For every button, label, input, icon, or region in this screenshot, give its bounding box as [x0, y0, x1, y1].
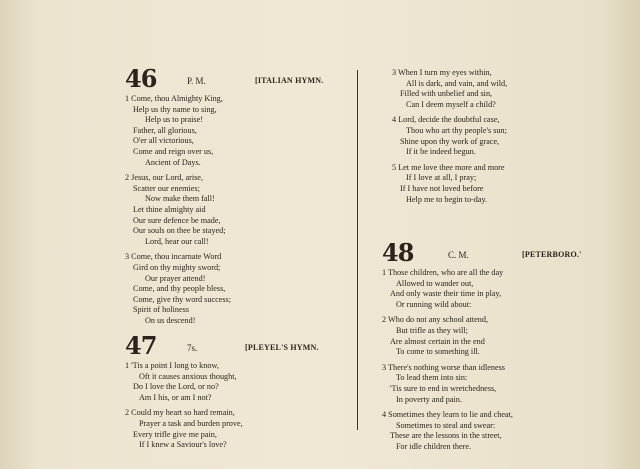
verse-line: If I have not loved before	[400, 183, 484, 193]
verse-line: Help me to begin to-day.	[406, 194, 488, 204]
verse-line: 4 Sometimes they learn to lie and cheat,	[382, 410, 513, 420]
stanza	[392, 115, 602, 157]
verse-line: Now make them fall!	[145, 194, 215, 204]
verse-line: And only waste their time in play,	[390, 289, 502, 299]
verse-line: Am I his, or am I not?	[139, 392, 212, 402]
verse-line: Our sure defence be made,	[133, 215, 221, 225]
verse-line: Sometimes to steal and swear:	[396, 420, 496, 430]
verse-line: Our souls on thee be stayed;	[133, 226, 226, 236]
verse-line: On us descend!	[145, 315, 196, 325]
verse-line: Come, give thy word success;	[133, 294, 232, 304]
verse-line: Do I love the Lord, or no?	[133, 382, 219, 392]
verse-line: Can I deem myself a child?	[406, 99, 496, 109]
verse-line: Ancient of Days.	[145, 157, 201, 167]
hymn-47	[125, 333, 350, 456]
verse-line: Allowed to wander out,	[396, 278, 474, 288]
hymn-number: 46	[125, 64, 157, 93]
verse-line: Come, and thy people bless,	[133, 284, 226, 294]
verse-line: Gird on thy mighty sword;	[133, 262, 221, 272]
verse-line: Every trifle give me pain,	[133, 429, 217, 439]
verse-line: 4 Lord, decide the doubtful case,	[392, 115, 500, 125]
verse-line: Come and reign over us,	[133, 146, 214, 156]
verse-line: Let thine almighty aid	[133, 204, 206, 214]
verse-line: If it be indeed begun.	[406, 147, 476, 157]
verse-line: In poverty and pain.	[396, 394, 462, 404]
tune-name: [PETERBORO.'	[522, 250, 582, 259]
verse-line: All is dark, and vain, and wild,	[406, 78, 508, 88]
stanza	[382, 268, 607, 310]
hymn-meter: P. M.	[187, 76, 206, 86]
stanza	[125, 94, 350, 168]
verse-line: Help us thy name to sing,	[133, 104, 217, 114]
hymn-46	[125, 66, 350, 331]
verse-line: 2 Could my heart so hard remain,	[125, 408, 235, 418]
stanza	[125, 252, 350, 326]
stanza	[125, 361, 350, 403]
verse-line: Filled with unbelief and sin,	[400, 89, 493, 99]
verse-line: Our prayer attend!	[145, 273, 206, 283]
verse-line: Lord, hear our call!	[145, 236, 209, 246]
tune-name: [PLEYEL'S HYMN.	[245, 343, 319, 352]
hymn-header	[125, 333, 350, 361]
verse-line: Are almost certain in the end	[390, 336, 485, 346]
stanza	[392, 163, 602, 205]
verse-line: These are the lessons in the street,	[390, 431, 502, 441]
hymn-header	[125, 66, 350, 94]
verse-line: To lead them into sin:	[396, 373, 468, 383]
verse-line: 3 When I turn my eyes within,	[392, 68, 492, 77]
tune-name: [ITALIAN HYMN.	[255, 76, 324, 85]
verse-line: 2 Jesus, our Lord, arise,	[125, 173, 203, 183]
verse-line: If I knew a Saviour's love?	[139, 440, 227, 450]
hymn-meter: 7s.	[187, 343, 198, 353]
stanza	[382, 315, 607, 357]
stanza	[382, 410, 607, 452]
verse-line: Father, all glorious,	[133, 125, 197, 135]
verse-line: O'er all victorious,	[133, 136, 194, 146]
verse-line: 1 Come, thou Almighty King,	[125, 94, 223, 103]
hymn-meter: C. M.	[448, 250, 469, 260]
verse-line: To come to something ill.	[396, 347, 480, 357]
verse-line: Scatter our enemies;	[133, 183, 200, 193]
verse-line: 1 'Tis a point I long to know,	[125, 361, 219, 370]
verse-line: 3 There's nothing worse than idleness	[382, 362, 505, 372]
stanza	[125, 173, 350, 247]
verse-line: 1 Those children, who are all the day	[382, 268, 504, 277]
hymn-48	[382, 240, 607, 458]
hymn-number: 48	[382, 238, 414, 267]
stanza	[392, 68, 602, 110]
verse-line: 3 Come, thou incarnate Word	[125, 252, 222, 262]
hymn-header	[382, 240, 607, 268]
verse-line: But trifle as they will;	[396, 325, 468, 335]
verse-line: If I love at all, I pray;	[406, 173, 477, 183]
verse-line: Help us to praise!	[145, 115, 203, 125]
verse-line: Prayer a task and burden prove,	[139, 418, 243, 428]
verse-line: Thou who art thy people's sun;	[406, 125, 507, 135]
verse-line: For idle children there.	[396, 441, 472, 451]
verse-line: Spirit of holiness	[133, 305, 189, 315]
verse-line: 2 Who do not any school attend,	[382, 315, 489, 325]
hymn-number: 47	[125, 331, 157, 360]
column-divider	[357, 70, 358, 430]
verse-line: Or running wild about:	[396, 299, 472, 309]
verse-line: 5 Let me love thee more and more	[392, 162, 505, 172]
stanza	[382, 363, 607, 405]
stanza	[125, 408, 350, 450]
hymn-47-continued	[392, 68, 602, 210]
verse-line: Shine upon thy work of grace,	[400, 136, 500, 146]
verse-line: Oft it causes anxious thought,	[139, 371, 237, 381]
verse-line: 'Tis sure to end in wretchedness,	[390, 383, 497, 393]
